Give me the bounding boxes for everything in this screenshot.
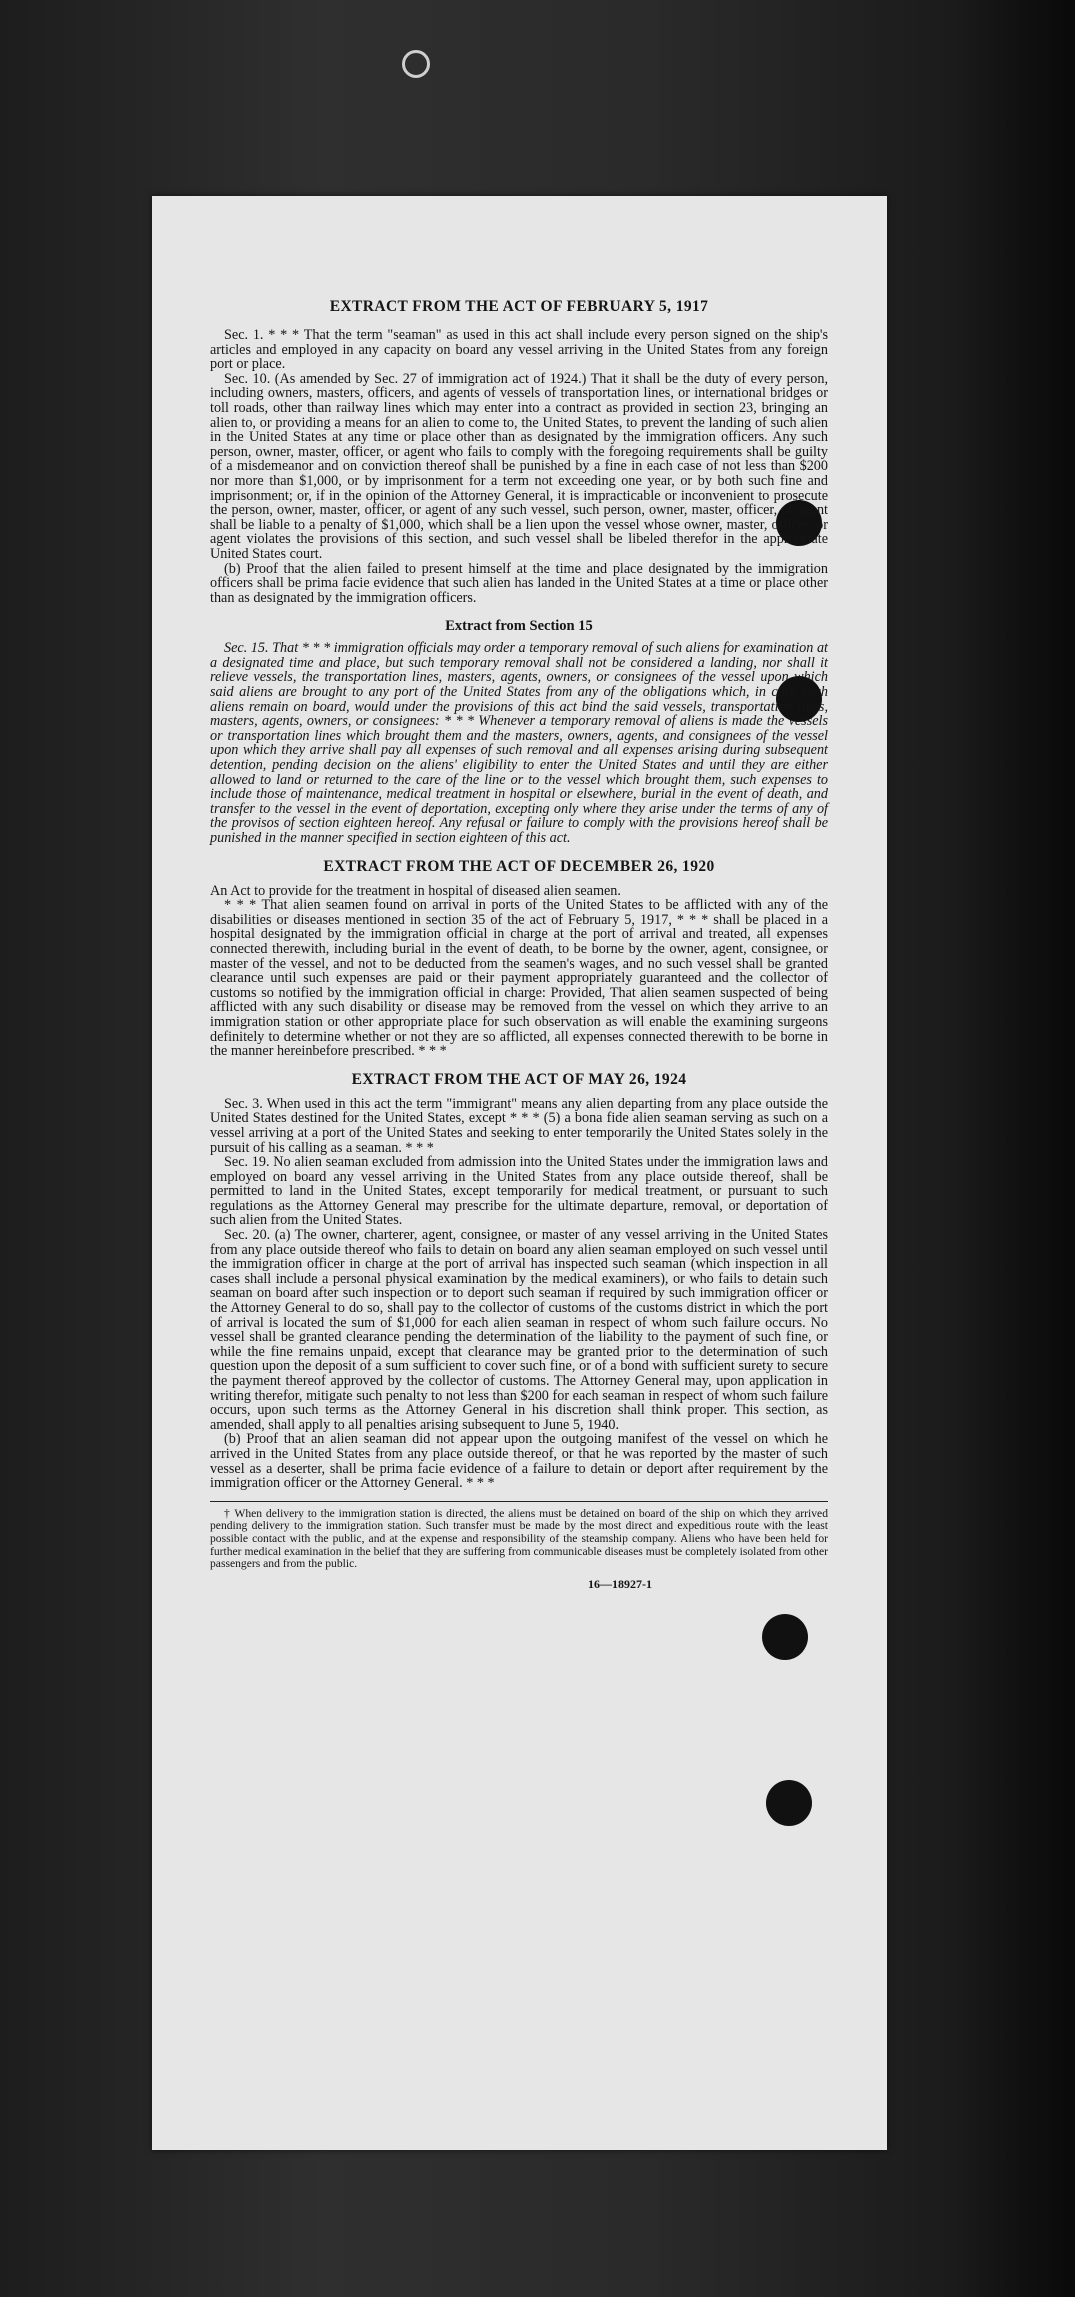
section-1920	[210, 884, 828, 1059]
sec19-paragraph: Sec. 19. No alien seaman excluded from admission into the United States under the immigration laws and employed on board any vessel arriving in the United States from any place outside thereof, shall be permitted to land in the United States, except temporarily for medical treatment, or pursuant to such regulations as the Attorney General may prescribe for the ultimate departure, removal, or deportation of such alien from the United States.	[210, 1154, 828, 1229]
paper-clip-mark	[402, 50, 430, 78]
document-page	[152, 196, 887, 2150]
footnote-divider	[210, 1501, 828, 1502]
section-15	[210, 641, 828, 845]
sec20a-paragraph: Sec. 20. (a) The owner, charterer, agent, consignee, or master of any vessel arriving in the United States from any place outside thereof who fails to detain on board any alien seaman employed on such vessel until the immigration officer in charge at the port of arrival has inspected such seaman (which inspection in all cases shall include a personal physical examination by the medical examiners), or who fails to detain such seaman on board after such inspection or to deport such seaman if required by such immigration officer or the Attorney General to do so, shall pay to the collector of customs of the customs district in which the port of arrival is located the sum of $1,000 for each alien seaman in respect of whom such failure occurs. No vessel shall be granted clearance pending the determination of the liability to the payment of such fine, or while the fine remains unpaid, except that clearance may be granted prior to the determination of such question upon the deposit of a sum sufficient to cover such fine, or of a bond with sufficient surety to secure the payment thereof approved by the collector of customs. The Attorney General may, upon application in writing therefor, mitigate such penalty to not less than $200 for each seaman in respect of whom such failure occurs, upon such terms as the Attorney General in his discretion shall think proper. This section, as amended, shall apply to all penalties arising subsequent to June 5, 1940.	[210, 1227, 828, 1433]
form-number: 16—18927-1	[588, 1576, 652, 1591]
sec20b-paragraph: (b) Proof that an alien seaman did not appear upon the outgoing manifest of the vessel on which he arrived in the United States from any place outside thereof, or that he was reported by the master of such vessel as a deserter, shall be prima facie evidence of a failure to detain or deport after requirement by the immigration officer or the Attorney General. * * *	[210, 1431, 828, 1492]
sec15-paragraph: Sec. 15. That * * * immigration officials may order a temporary removal of such aliens for examination at a designated time and place, but such temporary removal shall not be considered a landing, nor shall it relieve vessels, the transportation lines, masters, agents, owners, or consignees of the vessel upon which said aliens are brought to any port of the United States from any of the obligations which, in case such aliens remain on board, would under the provisions of this act bind the said vessels, transportation lines, masters, agents, owners, or consignees: * * * Whenever a temporary removal of aliens is made the vessels or transportation lines which brought them and the masters, owners, agents, and consignees of the vessel upon which they arrive shall pay all expenses of such removal and all expenses arising during subsequent detention, pending decision on the aliens' eligibility to enter the United States and until they are either allowed to land or returned to the care of the line or to the vessel which brought them, such expenses to include those of maintenance, medical treatment in hospital or elsewhere, burial in the event of death, and transfer to the vessel in the event of deportation, excepting only where they arise under the terms of any of the provisos of section eighteen hereof. Any refusal or failure to comply with the provisions hereof shall be punished in the manner specified in section eighteen of this act.	[210, 640, 828, 846]
sec1-paragraph: Sec. 1. * * * That the term "seaman" as used in this act shall include every person signed on the ship's articles and employed in any capacity on board any vessel arriving in the United States from any foreign port or place.	[210, 327, 828, 373]
heading-act-1917: EXTRACT FROM THE ACT OF FEBRUARY 5, 1917	[329, 298, 709, 315]
section-1924	[210, 1097, 828, 1491]
punch-hole-4	[766, 1780, 812, 1826]
act1920-paragraph: * * * That alien seamen found on arrival in ports of the United States to be afflicted with any of the disabilities or diseases mentioned in section 35 of the act of February 5, 1917, * * * shall be placed in a hospital designated by the immigration official in charge at the port of arrival and treated, all expenses connected therewith, including burial in the event of death, to be borne by the owner, agent, consignee, or master of the vessel, and not to be deducted from the seamen's wages, and no such vessel shall be granted clearance until such expenses are paid or their payment appropriately guaranteed and the collector of customs so notified by the immigration official in charge: Provided, That alien seamen suspected of being afflicted with any such disability or disease may be removed from the vessel on which they arrive to an immigration station or other appropriate place for such observation as will enable the examining surgeons definitely to determine whether or not they are so afflicted, all expenses connected therewith to be borne in the manner hereinbefore prescribed. * * *	[210, 897, 828, 1060]
heading-act-1924: EXTRACT FROM THE ACT OF MAY 26, 1924	[351, 1070, 687, 1088]
sec10-paragraph: Sec. 10. (As amended by Sec. 27 of immigration act of 1924.) That it shall be the duty of every person, including owners, masters, officers, and agents of vessels of transportation lines, or international bridges or toll roads, other than railway lines which may enter into a contract as provided in section 23, bringing an alien to, or providing a means for an alien to come to, the United States, to prevent the landing of such alien in the United States at any time or place other than as designated by the immigration officers. Any such person, owner, master, officer, or agent who fails to comply with the foregoing requirements shall be guilty of a misdemeanor and on conviction thereof shall be punished by a fine in each case of not less than $200 nor more than $1,000, or by imprisonment for a term not exceeding one year, or by both such fine and imprisonment; or, if in the opinion of the Attorney General, it is impracticable or inconvenient to prosecute the person, owner, master, officer, or agent of any such vessel, such person, owner, master, officer, or agent shall be liable to a penalty of $1,000, which shall be a lien upon the vessel whose owner, master, officer, or agent violates the provisions of this section, and such vessel shall be libeled therefor in the appropriate United States court.	[210, 370, 828, 562]
heading-section-15: Extract from Section 15	[445, 618, 593, 635]
scan-shadow-edge	[955, 0, 1075, 2297]
act1920-title: An Act to provide for the treatment in hospital of diseased alien seamen.	[210, 882, 621, 899]
section-1917	[210, 328, 828, 605]
footnote: † When delivery to the immigration station is directed, the aliens must be detained on board of the ship on which they arrived pending delivery to the immigration station. Such transfer must be made by the most direct and expeditious route with the least possible contact with the public, and at the expense and responsibility of the steamship company. Aliens who have been held for further medical examination in the belief that they are suffering from communicable diseases must be completely isolated from other passengers and from the public.	[210, 1506, 828, 1571]
punch-hole-3	[762, 1614, 808, 1660]
sec3-paragraph: Sec. 3. When used in this act the term "immigrant" means any alien departing from any place outside the United States destined for the United States, except * * * (5) a bona fide alien seaman serving as such on a vessel arriving at a port of the United States and seeking to enter temporarily the United States solely in the pursuit of his calling as a seaman. * * *	[210, 1095, 828, 1156]
document-content	[210, 296, 828, 1592]
sec10b-paragraph: (b) Proof that the alien failed to present himself at the time and place designated by the immigration officers shall be prima facie evidence that such alien has landed in the United States at a time or place other than as designated by the immigration officers.	[210, 560, 828, 606]
heading-act-1920: EXTRACT FROM THE ACT OF DECEMBER 26, 1920	[323, 857, 715, 875]
